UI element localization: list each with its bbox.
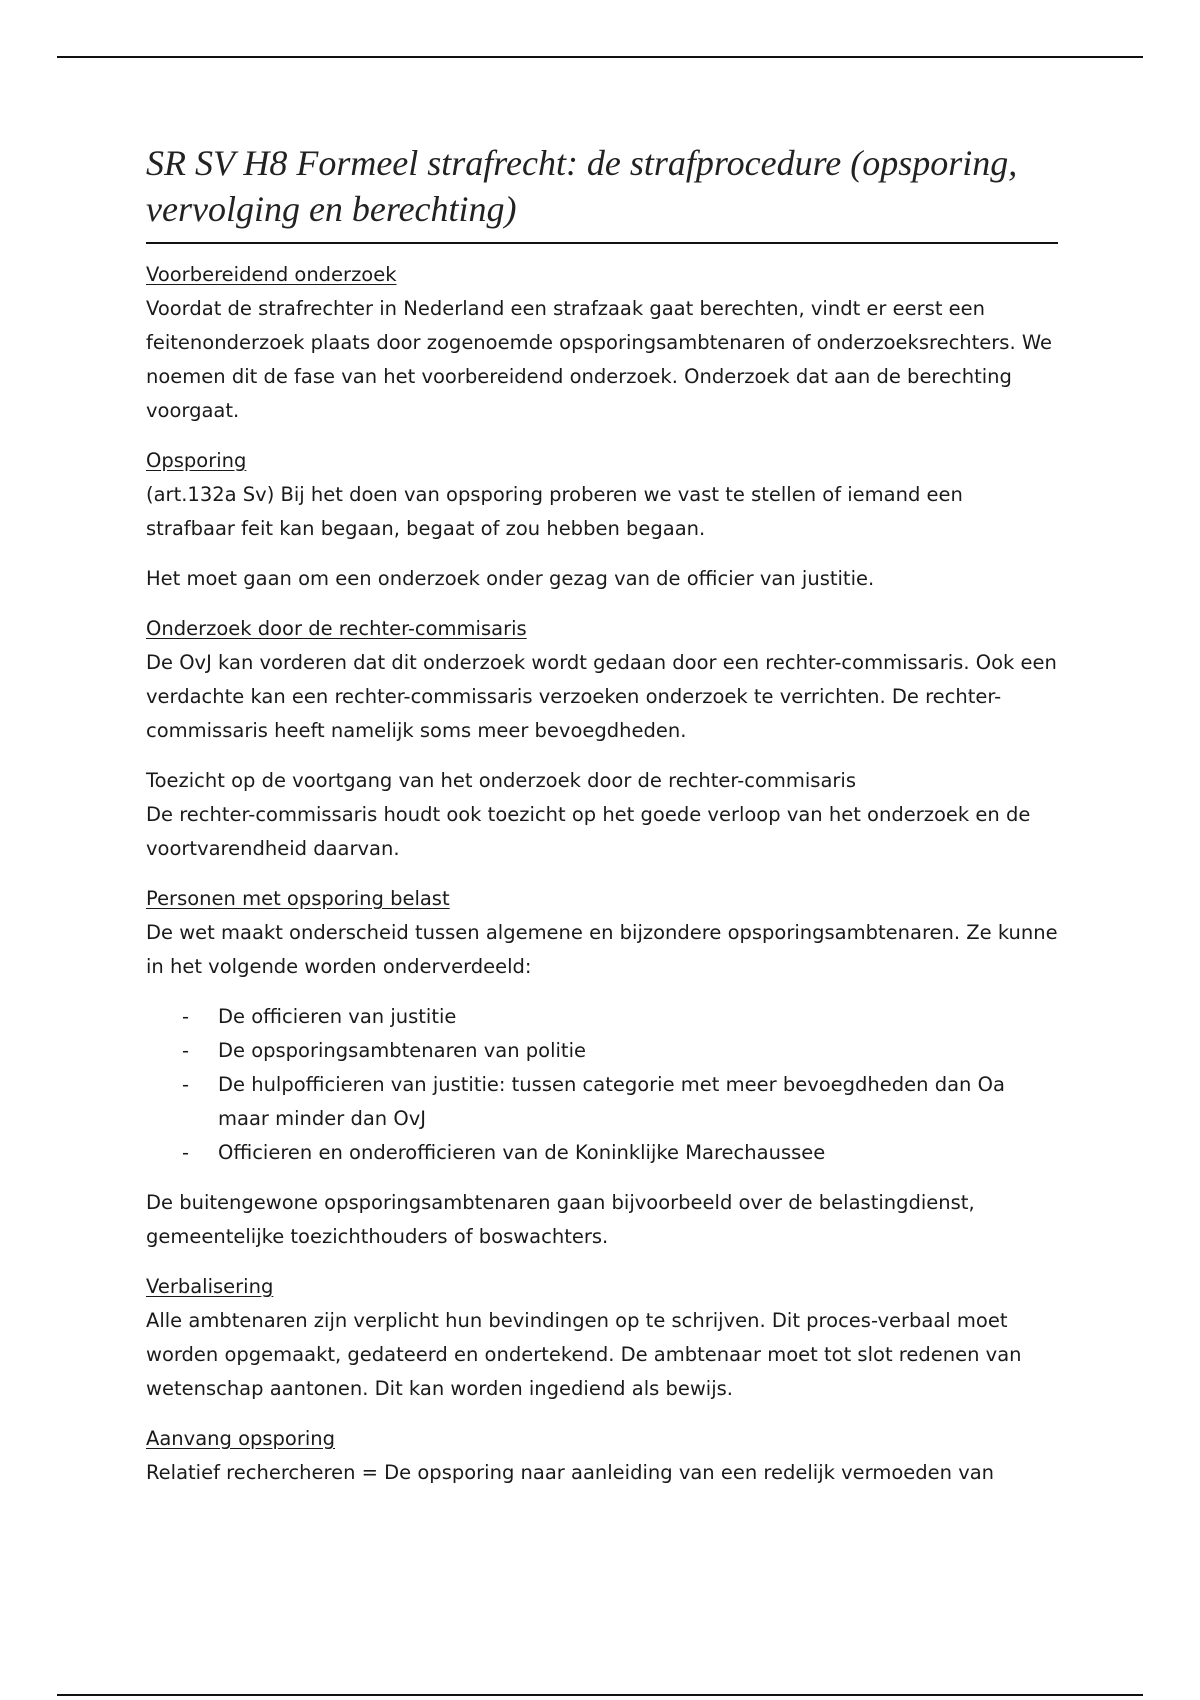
- section-heading: Aanvang opsporing: [146, 1427, 336, 1450]
- section-opsporing: [146, 444, 1058, 596]
- paragraph: Het moet gaan om een onderzoek onder gezag van de officier van justitie.: [146, 567, 875, 590]
- document-body: [146, 140, 1058, 1490]
- list-item: - De hulpofficieren van justitie: tussen categorie met meer bevoegdheden dan Oa maar minder dan OvJ: [182, 1068, 1058, 1136]
- section-rc-onderzoek: [146, 612, 1058, 748]
- paragraph: Relatief rechercheren = De opsporing naar aanleiding van een redelijk vermoeden van: [146, 1461, 995, 1484]
- paragraph: De wet maakt onderscheid tussen algemene en bijzondere opsporingsambtenaren. Ze kunne in het volgende worden onderverdeeld:: [146, 921, 1058, 978]
- section-aanvang-opsporing: [146, 1422, 1058, 1490]
- section-heading: Opsporing: [146, 449, 247, 472]
- page-bottom-rule: [57, 1694, 1143, 1696]
- list-item: - Officieren en onderofficieren van de Koninklijke Marechaussee: [182, 1136, 1058, 1170]
- paragraph: De rechter-commissaris houdt ook toezicht op het goede verloop van het onderzoek en de voortvarendheid daarvan.: [146, 803, 1031, 860]
- section-voorbereidend-onderzoek: [146, 258, 1058, 428]
- bullet-marker: -: [182, 1141, 190, 1164]
- list-item: - De officieren van justitie: [182, 1000, 1058, 1034]
- bullet-marker: -: [182, 1073, 190, 1096]
- list-item: - De opsporingsambtenaren van politie: [182, 1034, 1058, 1068]
- document-title: SR SV H8 Formeel strafrecht: de strafprocedure (opsporing, vervolging en berechting): [146, 140, 1058, 244]
- paragraph: De buitengewone opsporingsambtenaren gaan bijvoorbeeld over de belastingdienst, gemeentelijke toezichthouders of boswachters.: [146, 1191, 975, 1248]
- paragraph: Alle ambtenaren zijn verplicht hun bevindingen op te schrijven. Dit proces-verbaal moet worden opgemaakt, gedateerd en ondertekend. De ambtenaar moet tot slot redenen van wetenschap aantonen. Dit kan worden ingediend als bewijs.: [146, 1309, 1022, 1400]
- section-heading: Voorbereidend onderzoek: [146, 263, 397, 286]
- paragraph: Voordat de strafrechter in Nederland een strafzaak gaat berechten, vindt er eerst een feitenonderzoek plaats door zogenoemde opsporingsambtenaren of onderzoeksrechters. We noemen dit de fase van het voorbereidend onderzoek. Onderzoek dat aan de berechting voorgaat.: [146, 297, 1052, 422]
- page-top-rule: [57, 56, 1143, 58]
- paragraph: De OvJ kan vorderen dat dit onderzoek wordt gedaan door een rechter-commissaris. Ook een verdachte kan een rechter-commissaris verzoeken onderzoek te verrichten. De rechter-commissaris heeft namelijk soms meer bevoegdheden.: [146, 651, 1057, 742]
- bullet-list: [146, 1000, 1058, 1170]
- paragraph: (art.132a Sv) Bij het doen van opsporing proberen we vast te stellen of iemand een strafbaar feit kan begaan, begaat of zou hebben begaan.: [146, 483, 963, 540]
- section-heading: Onderzoek door de rechter-commisaris: [146, 617, 527, 640]
- section-verbalisering: [146, 1270, 1058, 1406]
- section-personen: [146, 882, 1058, 1254]
- bullet-marker: -: [182, 1005, 190, 1028]
- section-toezicht: [146, 764, 1058, 866]
- section-heading: Verbalisering: [146, 1275, 274, 1298]
- bullet-marker: -: [182, 1039, 190, 1062]
- section-subheading: Toezicht op de voortgang van het onderzoek door de rechter-commisaris: [146, 769, 856, 792]
- section-heading: Personen met opsporing belast: [146, 887, 450, 910]
